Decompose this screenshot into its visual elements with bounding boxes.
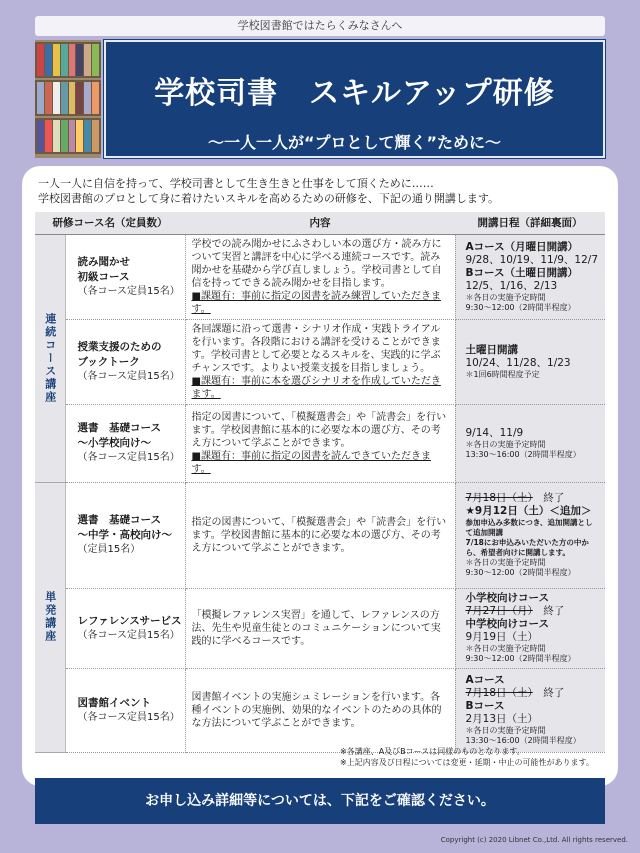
table-row bbox=[35, 482, 605, 588]
course-content: 各回課題に沿って選書・シナリオ作成・実践トライアルを行います。各段階における講評を受けることができます。学校司書として必要となるスキルを、実践的に学ぶチャンスです。よりよい授業支援を目指しましょう。 ■課題有：事前に本を選びシナリオを作成していただきます。 bbox=[185, 319, 455, 404]
course-name: 図書館イベント （各コース定員15名） bbox=[65, 668, 185, 752]
table-header: 研修コース名（定員数） 内容 開講日程（詳細裏面） bbox=[35, 212, 605, 234]
footnotes: ※各講座、A及びBコースは同様のものとなります。 ※上記内容及び日程については変更・延期・中止の可能性があります。 bbox=[340, 747, 594, 767]
course-schedule: Aコース（月曜日開講） 9/28、10/19、11/9、12/7 Bコース（土曜日開講） 12/5、1/16、2/13 ＊各日の実施予定時間 9:30～12:00（2時間半程度） bbox=[455, 234, 605, 319]
course-content: 学校での読み聞かせにふさわしい本の選び方・読み方について実習と講評を中心に学べる連続コースです。読み聞かせを基礎から学び直しましょう。学校司書として自信を持ってできる読み聞かせを目指します。 ■課題有：事前に指定の図書を読み練習していただきます。 bbox=[185, 234, 455, 319]
course-name: 選書 基礎コース ～中学・高校向け～ （定員15名） bbox=[65, 482, 185, 588]
main-title: 学校司書 スキルアップ研修 bbox=[154, 76, 555, 111]
course-table bbox=[35, 212, 605, 753]
copyright: Copyright (c) 2020 Libnet Co.,Ltd. All rights reserved. bbox=[440, 836, 628, 844]
course-name: 授業支援のための ブックトーク （各コース定員15名） bbox=[65, 319, 185, 404]
table-row bbox=[35, 319, 605, 404]
course-schedule: 小学校向けコース 7月27日（月） 終了 中学校向けコース 9月19日（土） ＊各日の実施予定時間 9:30～12:00（2時間半程度） bbox=[455, 588, 605, 668]
bookshelf-image bbox=[35, 40, 101, 158]
table-row bbox=[35, 588, 605, 668]
course-name: レファレンスサービス （各コース定員15名） bbox=[65, 588, 185, 668]
table-row bbox=[35, 668, 605, 752]
course-content: 指定の図書について、「模擬選書会」や「読書会」を行います。学校図書館に基本的に必要な本の選び方、その考え方について学ぶことができます。 bbox=[185, 482, 455, 588]
course-schedule: Aコース 7月18日（土） 終了 Bコース 2月13日（土） ＊各日の実施予定時間 13:30～16:00（2時間半程度） bbox=[455, 668, 605, 752]
intro-text: 一人一人に自信を持って、学校司書として生き生きと仕事をして頂くために…… 学校図書館のプロとして身に着けたいスキルを高めるための研修を、下記の通り開講します。 bbox=[38, 177, 500, 205]
course-name: 読み聞かせ 初級コース （各コース定員15名） bbox=[65, 234, 185, 319]
course-content: 「模擬レファレンス実習」を通して、レファレンスの方法、先生や児童生徒とのコミュニケーションについて実践的に学べるコースです。 bbox=[185, 588, 455, 668]
title-banner bbox=[104, 40, 605, 158]
course-name: 選書 基礎コース ～小学校向け～ （各コース定員15名） bbox=[65, 404, 185, 482]
bottom-banner: お申し込み詳細等については、下記をご確認ください。 bbox=[35, 778, 605, 824]
group-label-series: 連続コース講座 bbox=[35, 234, 65, 482]
course-schedule: 9/14、11/9 ＊各日の実施予定時間 13:30～16:00（2時間半程度） bbox=[455, 404, 605, 482]
table-row bbox=[35, 234, 605, 319]
course-content: 指定の図書について、「模擬選書会」や「読書会」を行います。学校図書館に基本的に必要な本の選び方、その考え方について学ぶことができます。 ■課題有：事前に指定の図書を読んできていただきます。 bbox=[185, 404, 455, 482]
subtitle: ～一人一人が“プロとして輝く”ために～ bbox=[207, 133, 502, 152]
course-schedule: 7月18日（土） 終了 ★9月12日（土）＜追加＞ 参加申込み多数につき、追加開講として追加開講 7/18にお申込みいただいた方の中から、希望者向けに開講します。 ＊各日の実施予定時間 9:30～12:00（2時間半程度） bbox=[455, 482, 605, 588]
header-banner: 学校図書館ではたらくみなさんへ bbox=[35, 16, 605, 36]
group-label-single: 単発講座 bbox=[35, 482, 65, 752]
table-row bbox=[35, 404, 605, 482]
course-schedule: 土曜日開講 10/24、11/28、1/23 ＊1回6時間程度予定 bbox=[455, 319, 605, 404]
course-content: 図書館イベントの実施シュミレーションを行います。各種イベントの実施例、効果的なイベントのための具体的な方法について学ぶことができます。 bbox=[185, 668, 455, 752]
